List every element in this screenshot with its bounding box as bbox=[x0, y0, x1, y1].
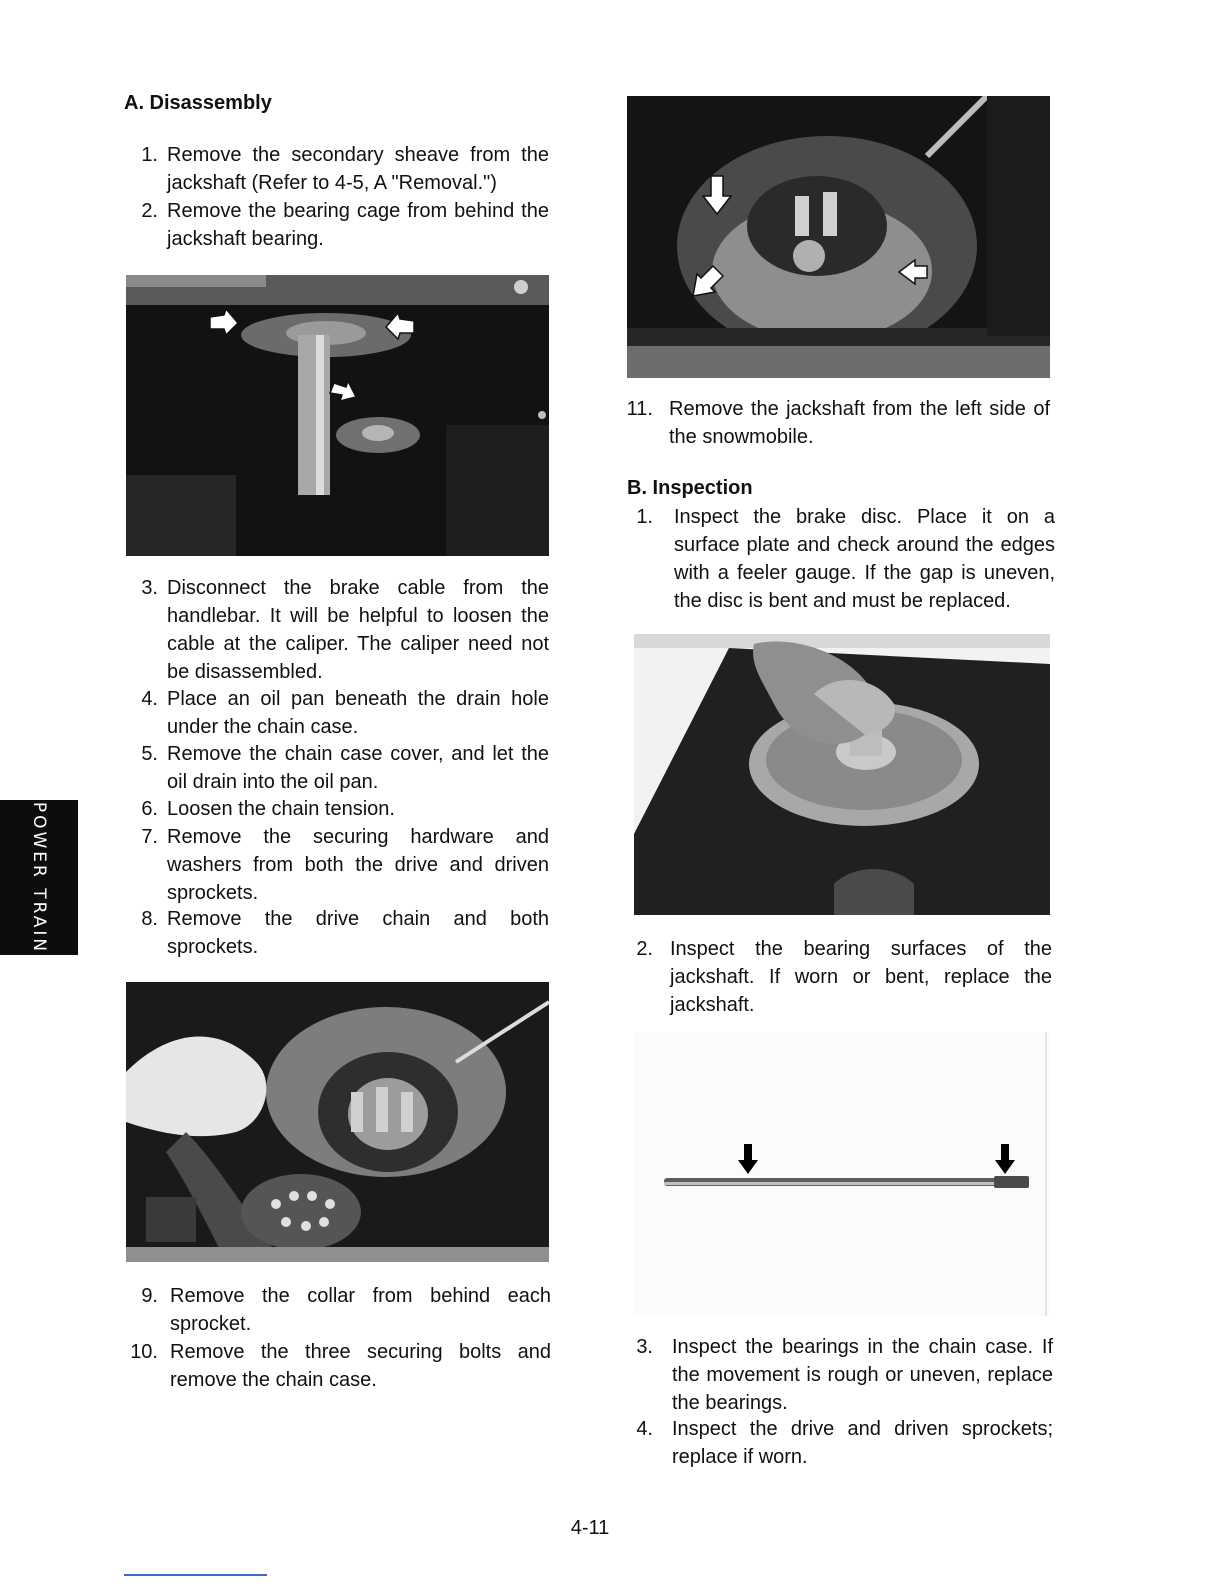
photo-bearing-cage bbox=[126, 275, 549, 556]
list-item: 1. Inspect the brake disc. Place it on a surface plate and check around the edges with a feeler gauge. If the gap is uneven, the disc is bent and must be replaced. bbox=[636, 506, 1055, 612]
section-b-title: B. Inspection bbox=[627, 477, 753, 499]
section-a-title: A. Disassembly bbox=[124, 92, 272, 114]
list-item: 10. Remove the three securing bolts and remove the chain case. bbox=[130, 1341, 551, 1391]
page-number: 4-11 bbox=[570, 1517, 610, 1539]
list-item: 5. Remove the chain case cover, and let the oil drain into the oil pan. bbox=[141, 743, 549, 793]
list-item: 2. Inspect the bearing surfaces of the jackshaft. If worn or bent, replace the jackshaft. bbox=[636, 938, 1052, 1016]
list-item: 3. Inspect the bearings in the chain case. If the movement is rough or uneven, replace the bearings. bbox=[636, 1336, 1053, 1414]
photo-chain-case bbox=[627, 96, 1050, 378]
side-tab bbox=[0, 800, 78, 955]
list-item: 3. Disconnect the brake cable from the handlebar. It will be helpful to loosen the cable at the caliper. The caliper need not be disassembled. bbox=[141, 577, 549, 683]
photo-drive-chain bbox=[126, 982, 549, 1262]
list-item: 7. Remove the securing hardware and washers from both the drive and driven sprockets. bbox=[141, 826, 549, 904]
side-tab-label: POWER TRAIN bbox=[29, 801, 49, 954]
photo-jackshaft bbox=[634, 1032, 1050, 1316]
list-item: 11. Remove the jackshaft from the left side of the snowmobile. bbox=[626, 398, 1050, 448]
list-item: 4. Inspect the drive and driven sprockets; replace if worn. bbox=[636, 1418, 1053, 1468]
list-item: 6. Loosen the chain tension. bbox=[141, 798, 395, 820]
list-item: 8. Remove the drive chain and both sprockets. bbox=[141, 908, 549, 958]
footer-divider bbox=[124, 1574, 267, 1576]
photo-brake-disc bbox=[634, 634, 1050, 915]
list-item: 1. Remove the secondary sheave from the jackshaft (Refer to 4-5, A "Removal.") bbox=[141, 144, 549, 194]
list-item: 2. Remove the bearing cage from behind the jackshaft bearing. bbox=[141, 200, 549, 250]
list-item: 4. Place an oil pan beneath the drain hole under the chain case. bbox=[141, 688, 549, 738]
list-item: 9. Remove the collar from behind each sprocket. bbox=[141, 1285, 551, 1335]
